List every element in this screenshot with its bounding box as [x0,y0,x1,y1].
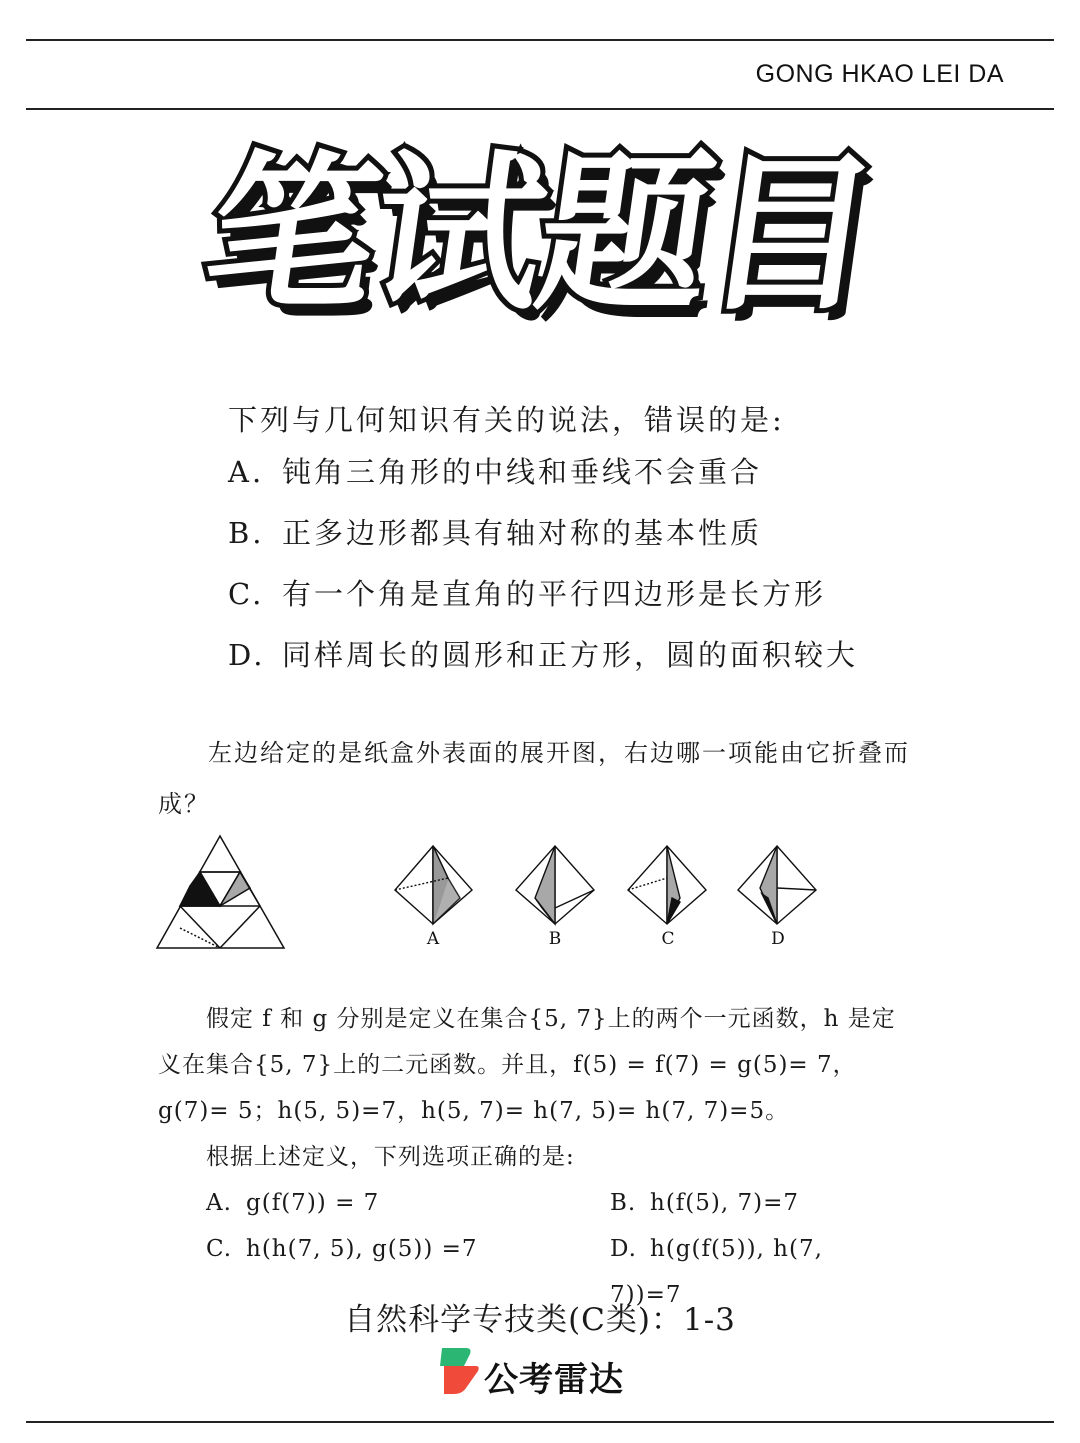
header-brand: GONG HKAO LEI DA [755,60,1004,88]
header-rule [26,108,1054,110]
option-text: h(g(f(5)), h(7, 7))=7 [610,1236,823,1308]
question-1-option-a [228,442,858,503]
question-3 [158,996,898,1308]
option-letter: D. [228,638,266,672]
question-3-ask: 根据上述定义，下列选项正确的是: [206,1144,575,1170]
top-rule [26,39,1054,41]
option-d-pyramid [738,846,816,924]
brand-logo-icon [436,1346,480,1396]
footer-category: 自然科学专技类(C类)：1-3 [344,1302,736,1338]
option-letter: C. [206,1236,233,1262]
question-1-option-c [228,564,858,625]
option-letter: A. [206,1190,232,1216]
brand-logo-text: 公考雷达 [484,1360,624,1400]
question-3-options [158,1180,898,1308]
question-1-option-d [228,625,858,686]
question-3-option-a [206,1180,379,1226]
option-text: 同样周长的圆形和正方形，圆的面积较大 [282,638,859,672]
option-text: 钝角三角形的中线和垂线不会重合 [282,455,763,489]
unfolded-net [157,836,284,948]
option-label-a: A [426,929,440,949]
question-3-option-c [206,1226,478,1272]
option-text: h(h(7, 5), g(5)) =7 [246,1236,478,1262]
option-text: 有一个角是直角的平行四边形是长方形 [282,577,827,611]
option-letter: B. [228,516,265,550]
question-3-para: 假定 f 和 g 分别是定义在集合{5, 7}上的两个一元函数，h 是定义在集合{5, 7}上的二元函数。并且，f(5) = f(7) = g(5)= 7，g(7)= 5；h(5, 5)=7，h(5, 7)= h(7, 5)= h(7, 7)=5。 [158,1006,896,1124]
option-text: 正多边形都具有轴对称的基本性质 [282,516,763,550]
option-a-pyramid [395,846,472,924]
question-2-stem: 左边给定的是纸盒外表面的展开图，右边哪一项能由它折叠而成？ [158,739,910,818]
option-text: g(f(7)) = 7 [246,1190,380,1216]
option-label-d: D [771,929,785,949]
option-c-pyramid [628,846,706,924]
option-letter: A. [228,455,265,489]
question-1-stem: 下列与几何知识有关的说法，错误的是: [228,403,785,437]
option-letter: C. [228,577,265,611]
option-letter: B. [610,1190,637,1216]
option-letter: D. [610,1236,637,1262]
option-label-c: C [661,929,675,949]
page-title: 笔试题目 [194,136,886,334]
question-1 [228,398,858,686]
option-label-b: B [548,929,562,949]
question-1-option-b [228,503,858,564]
question-3-option-b [610,1180,799,1226]
bottom-rule [26,1421,1054,1423]
option-b-pyramid [516,846,594,924]
folding-figure [150,828,850,956]
option-text: h(f(5), 7)=7 [650,1190,800,1216]
